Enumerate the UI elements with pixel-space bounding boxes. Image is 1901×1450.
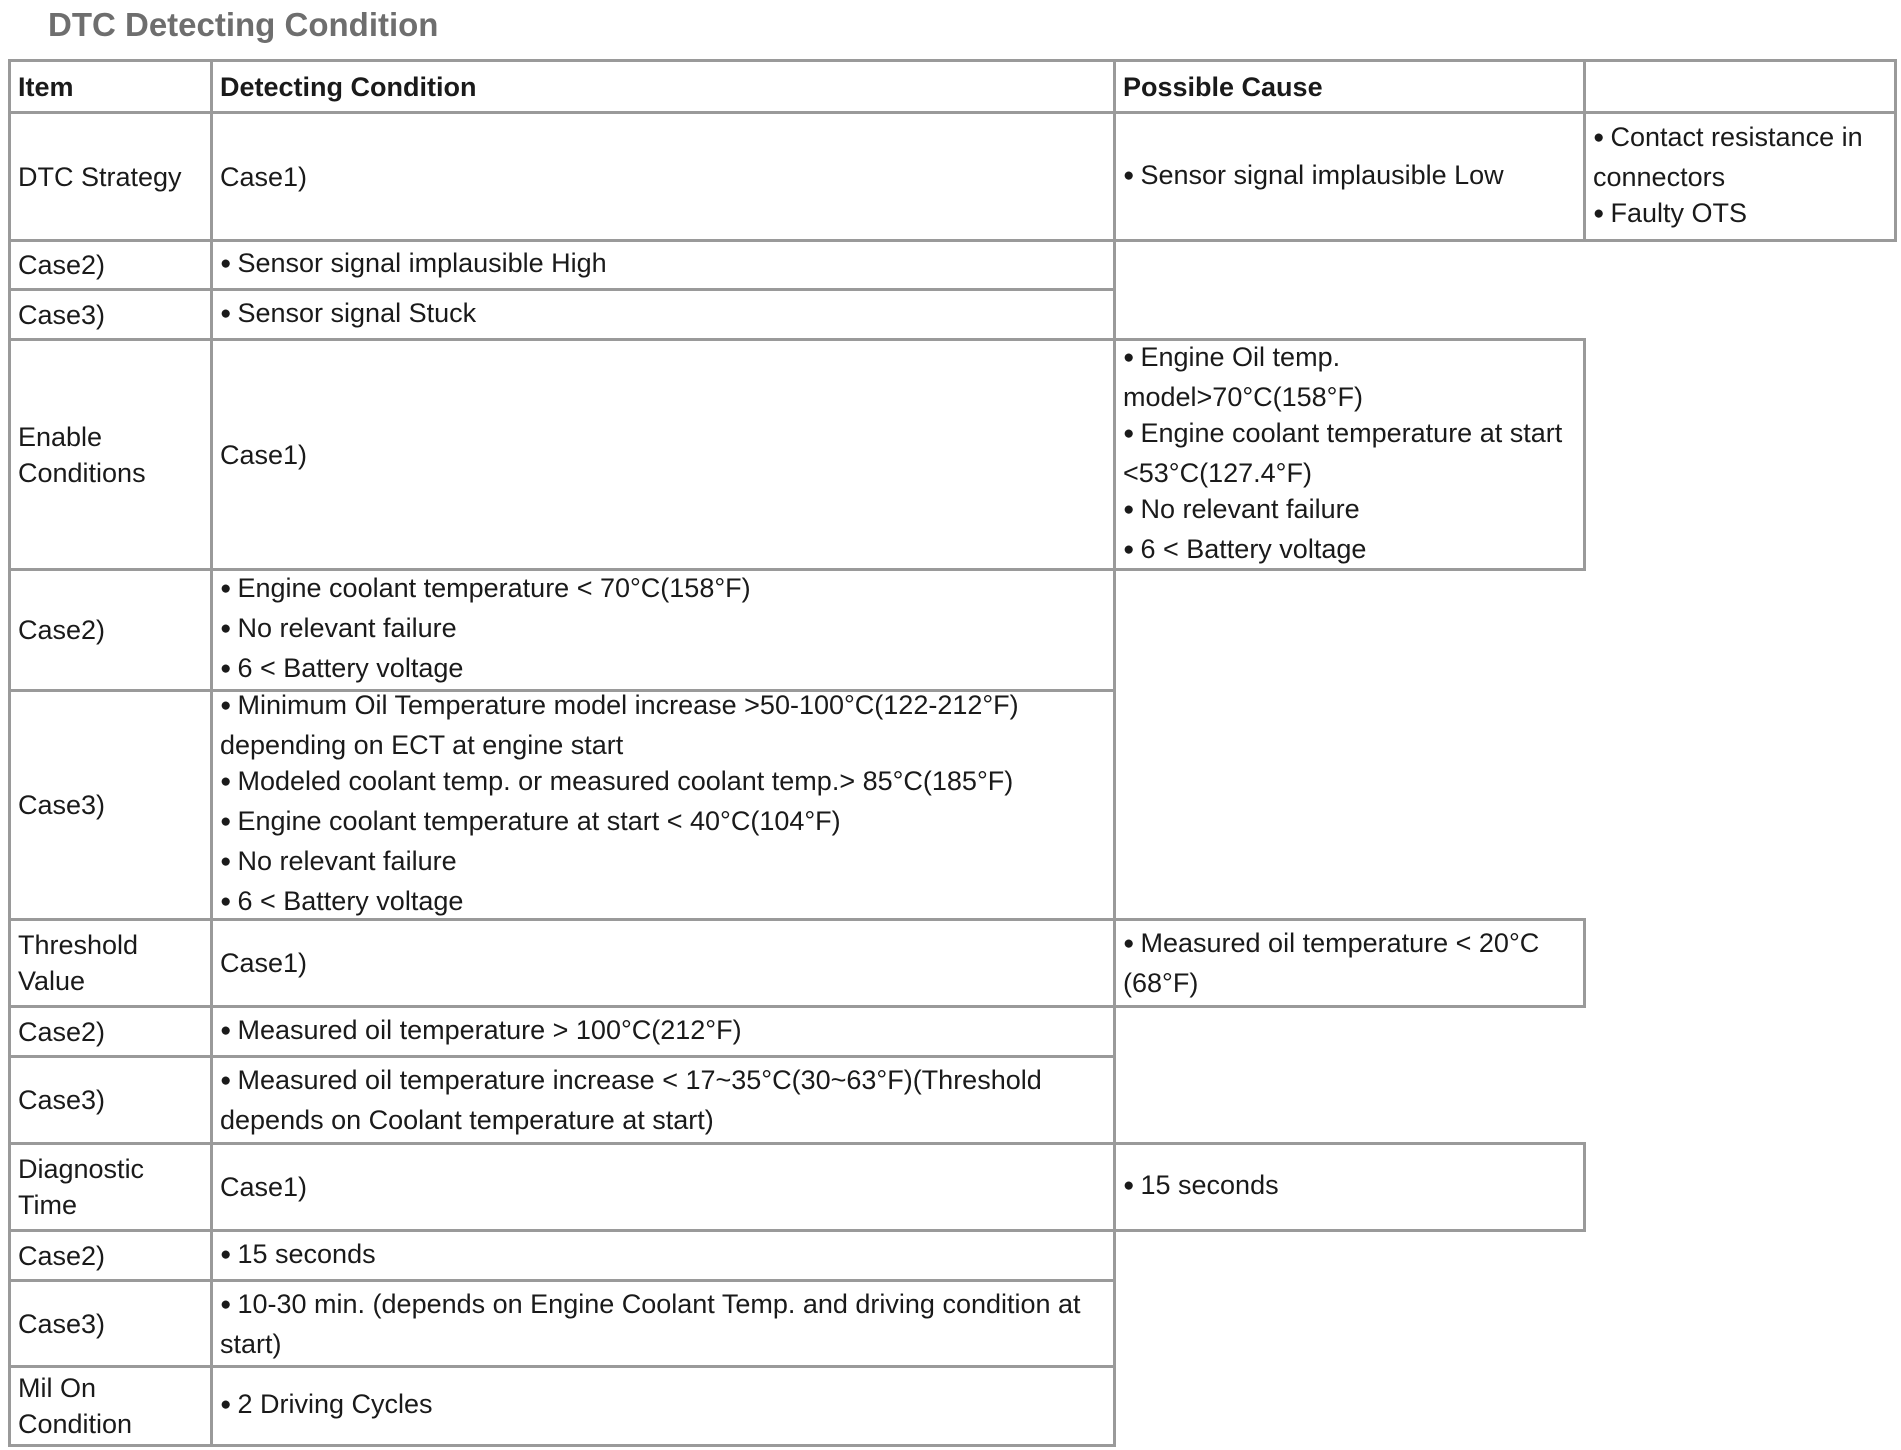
bullet-item: ● No relevant failure xyxy=(1123,491,1576,531)
bullet-item: ● No relevant failure xyxy=(220,610,1106,650)
item-label: Case2) xyxy=(18,615,106,645)
header-possible-cause xyxy=(1113,59,1586,114)
bullet-item: ● Sensor signal implausible Low xyxy=(1123,157,1576,197)
condition-cell xyxy=(210,1005,1116,1058)
bullet-item: ● Engine coolant temperature at start < 40°C(104°F) xyxy=(220,803,1106,843)
bullet-item: ● 15 seconds xyxy=(220,1236,1106,1276)
bullet-item: ● 6 < Battery voltage xyxy=(220,883,1106,923)
item-label: Case3) xyxy=(18,790,106,820)
case-cell xyxy=(210,338,1116,571)
item-cell xyxy=(8,1279,213,1368)
bullet-item: ● 6 < Battery voltage xyxy=(220,650,1106,690)
header-possible-cause-label: Possible Cause xyxy=(1123,71,1323,102)
item-cell xyxy=(8,111,213,242)
item-cell xyxy=(8,239,213,291)
bullet-item: ● Measured oil temperature < 20°C (68°F) xyxy=(1123,925,1576,1001)
case-label: Case1) xyxy=(220,161,308,192)
item-label: Diagnostic Time xyxy=(18,1154,145,1220)
item-cell xyxy=(8,689,213,921)
item-cell xyxy=(8,338,213,571)
condition-cell xyxy=(210,568,1116,692)
item-cell xyxy=(8,1005,213,1058)
bullet-item: ● No relevant failure xyxy=(220,843,1106,883)
condition-cell xyxy=(210,288,1116,341)
bullet-item: ● Measured oil temperature increase < 17~35°C(30~63°F)(Threshold depends on Coolant temperature at start) xyxy=(220,1062,1106,1138)
item-label: Mil On Condition xyxy=(18,1373,133,1439)
condition-cell xyxy=(210,1279,1116,1368)
condition-cell xyxy=(210,1365,1116,1447)
case-cell xyxy=(210,1142,1116,1232)
item-cell xyxy=(8,1229,213,1282)
bullet-item: ● Contact resistance in connectors xyxy=(1593,119,1887,195)
item-label: Case2) xyxy=(18,250,106,280)
item-label: Case3) xyxy=(18,1308,106,1339)
bullet-item: ● 6 < Battery voltage xyxy=(1123,531,1576,571)
header-detecting-condition-label: Detecting Condition xyxy=(220,71,477,102)
item-cell xyxy=(8,1142,213,1232)
item-label: Case2) xyxy=(18,1016,106,1047)
bullet-item: ● Minimum Oil Temperature model increase >50-100°C(122-212°F) depending on ECT at engine start xyxy=(220,687,1106,763)
bullet-item: ● 15 seconds xyxy=(1123,1167,1576,1207)
bullet-item: ● 10-30 min. (depends on Engine Coolant Temp. and driving condition at start) xyxy=(220,1286,1106,1362)
condition-cell xyxy=(1113,1142,1586,1232)
bullet-item: ● Engine coolant temperature < 70°C(158°F) xyxy=(220,570,1106,610)
item-cell xyxy=(8,1055,213,1145)
header-detecting-condition xyxy=(210,59,1116,114)
bullet-item: ● Faulty OTS xyxy=(1593,195,1887,235)
condition-cell xyxy=(1113,338,1586,571)
item-label: Case2) xyxy=(18,1240,106,1271)
item-cell xyxy=(8,918,213,1008)
bullet-item: ● Modeled coolant temp. or measured coolant temp.> 85°C(185°F) xyxy=(220,763,1106,803)
bullet-item: ● Measured oil temperature > 100°C(212°F) xyxy=(220,1012,1106,1052)
item-cell xyxy=(8,288,213,341)
item-cell xyxy=(8,1365,213,1447)
condition-cell xyxy=(210,689,1116,921)
bullet-item: ● Sensor signal implausible High xyxy=(220,245,1106,285)
item-cell xyxy=(8,568,213,692)
case-cell xyxy=(210,918,1116,1008)
page-title: DTC Detecting Condition xyxy=(48,6,439,43)
bullet-item: ● 2 Driving Cycles xyxy=(220,1386,1106,1426)
dtc-table xyxy=(8,59,1894,1444)
condition-cell xyxy=(210,239,1116,291)
condition-cell xyxy=(210,1055,1116,1145)
condition-cell xyxy=(1113,111,1586,242)
header-item xyxy=(8,59,213,114)
bullet-item: ● Engine Oil temp. model>70°C(158°F) xyxy=(1123,339,1576,415)
item-label: Case3) xyxy=(18,299,106,330)
cause-cell xyxy=(1583,111,1897,242)
case-label: Case1) xyxy=(220,1172,308,1202)
case-cell xyxy=(210,111,1116,242)
item-label: Threshold Value xyxy=(18,930,139,996)
header-blank xyxy=(1583,59,1897,114)
item-label: Case3) xyxy=(18,1085,106,1115)
condition-cell xyxy=(210,1229,1116,1282)
condition-cell xyxy=(1113,918,1586,1008)
case-label: Case1) xyxy=(220,439,308,470)
bullet-item: ● Engine coolant temperature at start <53°C(127.4°F) xyxy=(1123,415,1576,491)
bullet-item: ● Sensor signal Stuck xyxy=(220,295,1106,335)
case-label: Case1) xyxy=(220,948,308,978)
item-label: Enable Conditions xyxy=(18,421,146,488)
item-label: DTC Strategy xyxy=(18,161,182,192)
header-item-label: Item xyxy=(18,71,74,102)
